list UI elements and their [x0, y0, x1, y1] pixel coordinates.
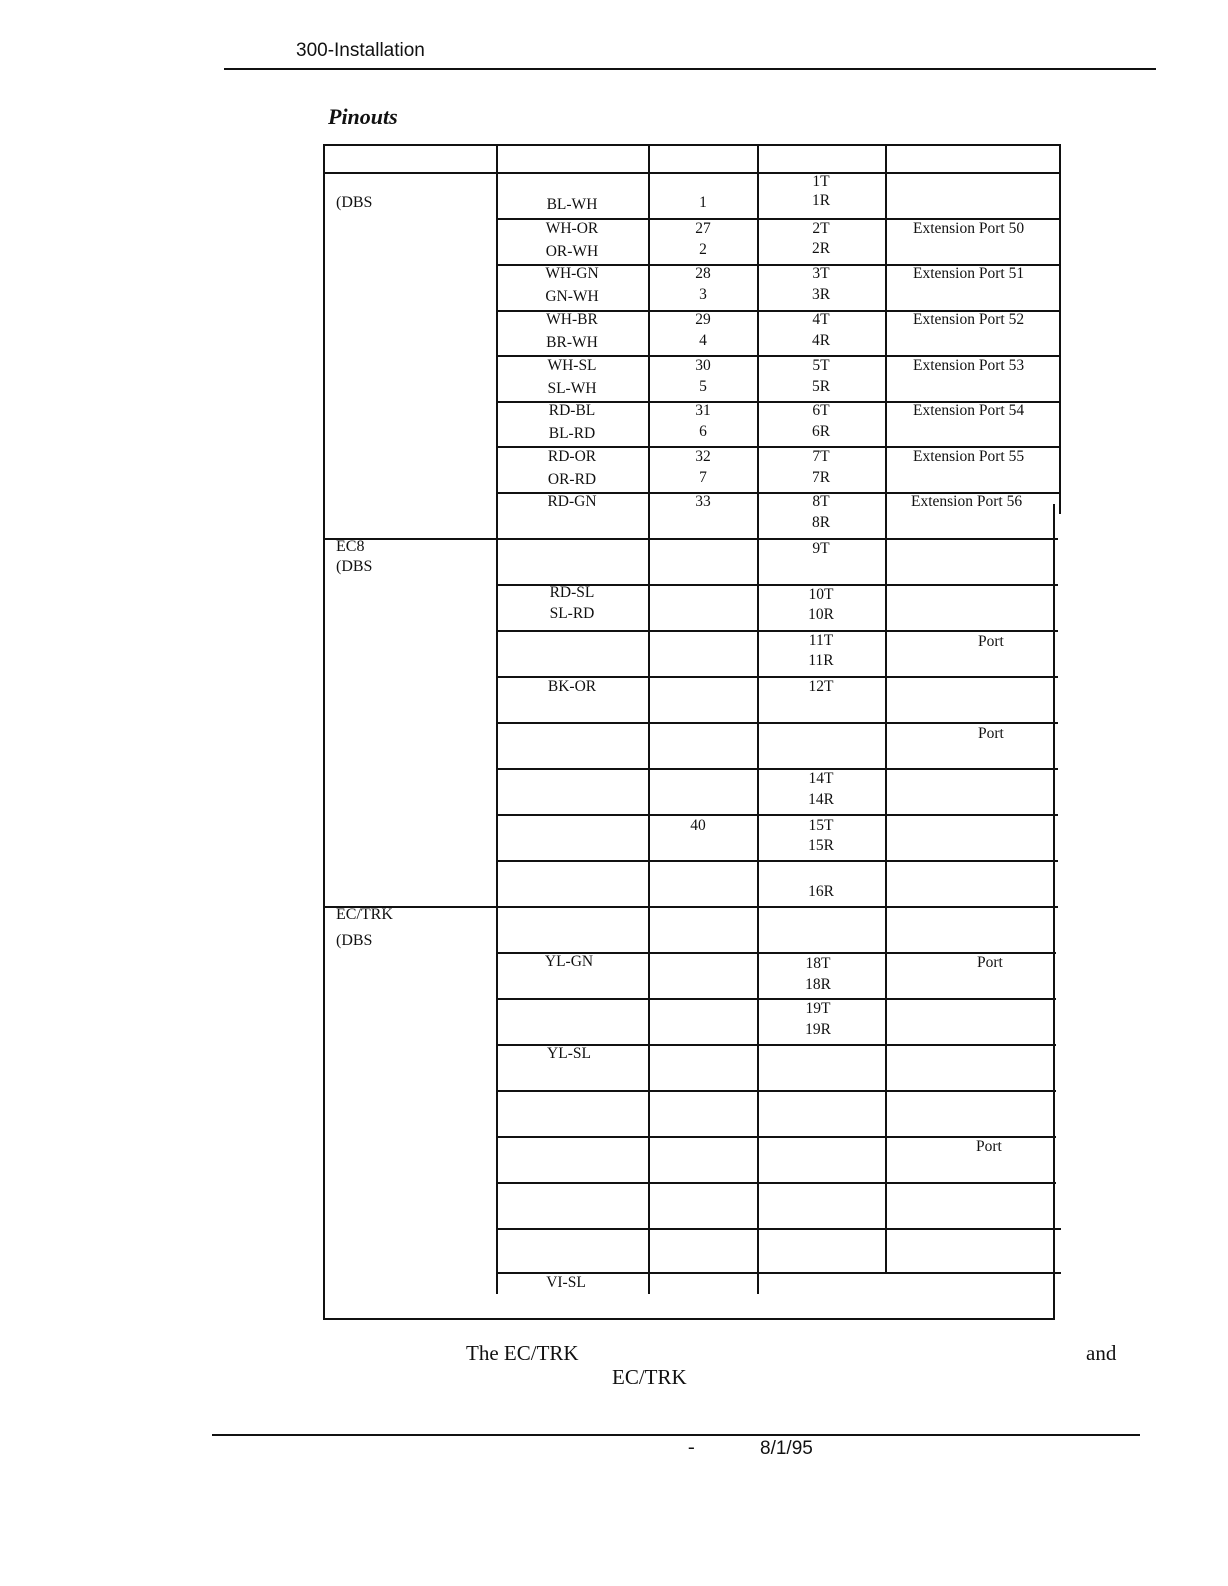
table-cell: Port	[978, 633, 1004, 650]
table-cell: SL-WH	[547, 380, 597, 397]
table-cell: 32	[695, 448, 711, 465]
table-cell: 2R	[811, 240, 831, 257]
table-cell: Port	[978, 725, 1004, 742]
table-cell: 27	[695, 220, 711, 237]
table-cell: 18R	[805, 976, 831, 993]
table-cell: Extension Port 50	[913, 220, 1025, 237]
table-cell: BL-RD	[548, 425, 596, 442]
table-cell: RD-OR	[547, 448, 597, 465]
table-cell: 1	[699, 194, 707, 211]
table-cell: RD-SL	[549, 584, 595, 601]
table-cell: 12T	[808, 678, 834, 695]
table-cell: OR-RD	[547, 471, 597, 488]
table-cell: Extension Port 51	[913, 265, 1025, 282]
table-cell: 28	[695, 265, 711, 282]
table-cell: 14R	[808, 791, 834, 808]
group-label-5: (DBS	[336, 932, 373, 949]
section-title: Pinouts	[328, 104, 398, 129]
table-cell: 19R	[805, 1021, 831, 1038]
table-cell: 6R	[811, 423, 831, 440]
table-cell: 15T	[808, 817, 834, 834]
table-cell: 7T	[812, 448, 830, 465]
table-cell: BR-WH	[546, 334, 598, 351]
table-cell: 9T	[812, 540, 830, 557]
table-cell: WH-SL	[547, 357, 597, 374]
table-cell: 1T	[812, 173, 830, 190]
table-cell: 11T	[808, 632, 834, 649]
table-cell: 18T	[805, 955, 831, 972]
table-cell: 6	[699, 423, 707, 440]
table-cell: 15R	[808, 837, 834, 854]
table-cell: 5	[699, 378, 707, 395]
table-cell: VI-SL	[546, 1274, 586, 1291]
table-cell: Extension Port 54	[913, 402, 1025, 419]
group-label-4: EC/TRK	[336, 906, 393, 923]
footnote-line1-start: The EC/TRK	[466, 1341, 579, 1365]
table-cell: 40	[690, 817, 706, 834]
table-cell: BL-WH	[546, 196, 598, 213]
table-cell: Extension Port 56	[911, 493, 1023, 510]
group-label-3: (DBS	[336, 558, 373, 575]
table-cell: 11R	[808, 652, 834, 669]
table-cell: 10R	[808, 606, 834, 623]
table-cell: 6T	[812, 402, 830, 419]
table-cell: 7R	[811, 469, 831, 486]
table-cell: 30	[695, 357, 711, 374]
table-cell: YL-GN	[544, 953, 594, 970]
table-cell: Port	[976, 1138, 1002, 1155]
table-cell: 7	[699, 469, 707, 486]
table-cell: 5R	[811, 378, 831, 395]
footer-dash: -	[688, 1436, 695, 1458]
table-cell: 5T	[812, 357, 830, 374]
table-cell: Extension Port 55	[913, 448, 1025, 465]
table-cell: 3T	[812, 265, 830, 282]
table-cell: 16R	[808, 883, 834, 900]
table-cell: 10T	[808, 586, 834, 603]
table-cell: RD-GN	[547, 493, 597, 510]
table-cell: 3	[699, 286, 707, 303]
table-cell: WH-OR	[545, 220, 599, 237]
header-rule	[224, 68, 1156, 70]
table-cell: 8T	[812, 493, 830, 510]
footnote-line2: EC/TRK	[612, 1365, 687, 1389]
table-cell: 4R	[811, 332, 831, 349]
table-cell: Extension Port 52	[913, 311, 1025, 328]
table-cell: 33	[695, 493, 711, 510]
table-cell: BK-OR	[547, 678, 597, 695]
table-cell: 8R	[811, 514, 831, 531]
page-header-title: 300-Installation	[296, 40, 425, 61]
table-cell: WH-GN	[545, 265, 599, 282]
footer-rule	[212, 1434, 1140, 1436]
table-cell: 2T	[812, 220, 830, 237]
table-cell: WH-BR	[546, 311, 598, 328]
table-cell: 19T	[805, 1000, 831, 1017]
table-cell: 4T	[812, 311, 830, 328]
group-label-1: (DBS	[336, 194, 373, 211]
table-cell: Port	[977, 954, 1003, 971]
table-cell: 1R	[811, 192, 831, 209]
table-cell: 29	[695, 311, 711, 328]
table-cell: 2	[699, 241, 707, 258]
footnote-line1-end: and	[1086, 1341, 1117, 1365]
pinout-table	[323, 144, 1061, 1320]
footer-date: 8/1/95	[760, 1438, 813, 1459]
table-cell: OR-WH	[545, 243, 599, 260]
group-label-2: EC8	[336, 538, 365, 555]
table-cell: 4	[699, 332, 707, 349]
table-cell: 3R	[811, 286, 831, 303]
table-cell: 14T	[808, 770, 834, 787]
table-cell: YL-SL	[547, 1045, 591, 1062]
table-cell: RD-BL	[548, 402, 596, 419]
table-cell: Extension Port 53	[913, 357, 1025, 374]
table-cell: 31	[695, 402, 711, 419]
table-cell: SL-RD	[549, 605, 595, 622]
table-cell: GN-WH	[545, 288, 599, 305]
